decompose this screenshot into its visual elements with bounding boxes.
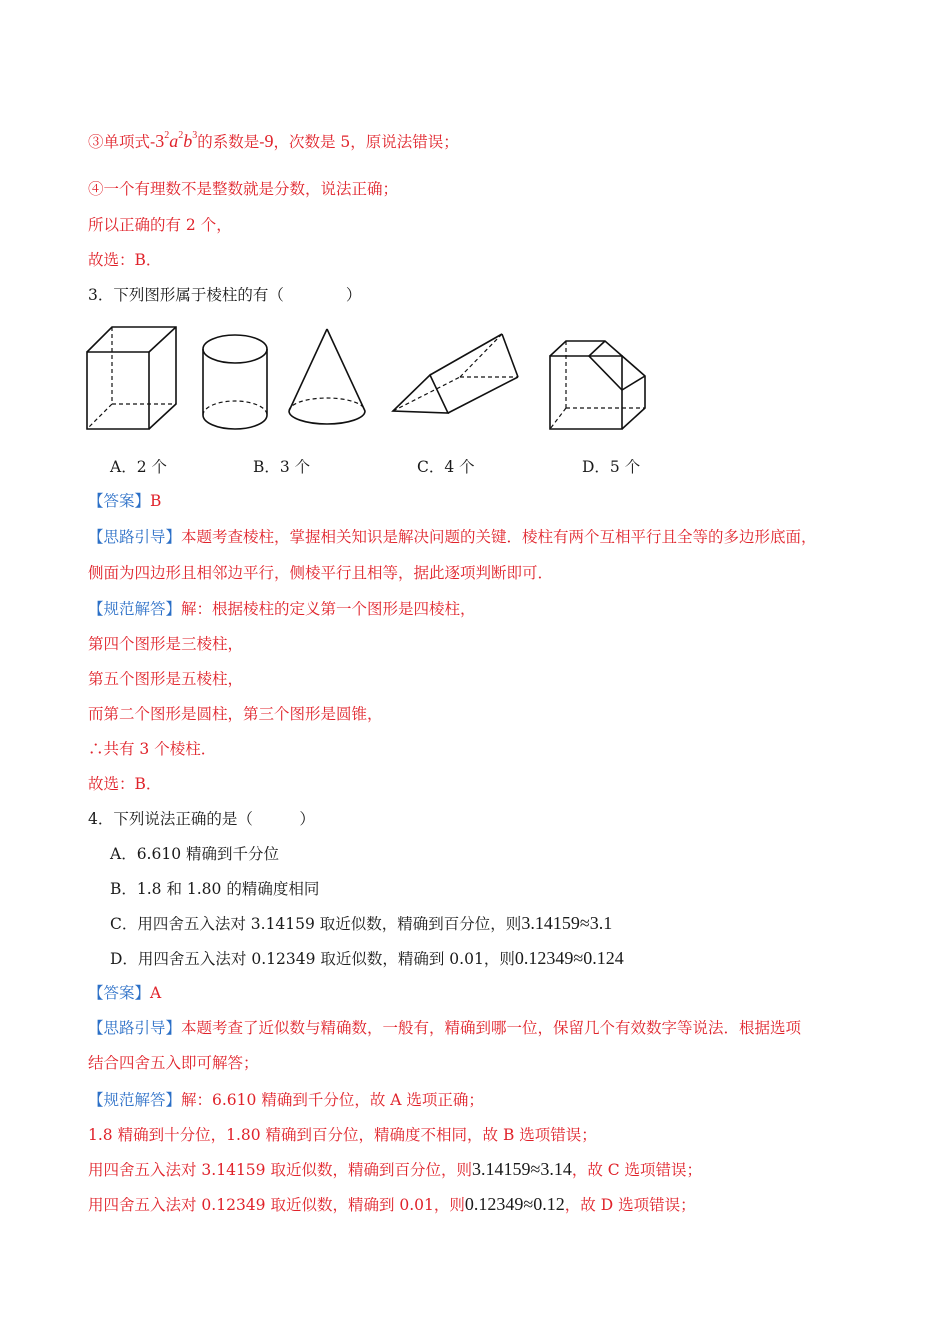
q2-item3-suffix: ，次数是 5，原说法错误； — [273, 133, 459, 151]
q4-hint — [88, 1017, 801, 1039]
cube-front-face — [87, 352, 149, 429]
cone-side — [327, 329, 365, 411]
q3-solution-line: 故选：B． — [88, 775, 162, 793]
solution-line4-text: 用四舍五入法对 0.12349 取近似数，精确到 0.01，则 — [88, 1196, 465, 1214]
q4-option-b: B．1.8 和 1.80 的精确度相同 — [110, 880, 320, 898]
q2-monomial — [155, 131, 197, 151]
q2-item3-prefix: ③单项式- — [88, 133, 156, 151]
monomial-b-exp: 3 — [192, 130, 198, 141]
solution-line4-math: 0.12349≈0.12 — [464, 1194, 565, 1214]
q2-coef: 9 — [264, 131, 274, 151]
q4-option-a: A．6.610 精确到千分位 — [110, 845, 279, 863]
cube-hidden-edge — [87, 404, 112, 429]
q4-option-c-text: C．用四舍五入法对 3.14159 取近似数，精确到百分位，则 — [110, 915, 522, 933]
pentagon-hidden-edge — [550, 408, 566, 429]
cylinder-bottom-back — [203, 401, 267, 415]
q2-item3 — [88, 130, 459, 153]
cylinder-top — [203, 335, 267, 363]
pentagonal-prism-figure — [549, 340, 649, 432]
cone-base-back — [289, 398, 365, 411]
q4-solution-line2: 1.8 精确到十分位，1.80 精确到百分位，精确度不相同，故 B 选项错误； — [88, 1126, 597, 1144]
prism-edge — [502, 334, 518, 377]
hint-tag: 【思路引导】 — [88, 1019, 182, 1037]
q3-hint-line2: 侧面为四边形且相邻边平行，侧棱平行且相等，据此逐项判断即可． — [88, 564, 554, 582]
q2-item4: ④一个有理数不是整数就是分数，说法正确； — [88, 180, 399, 198]
q4-solution-line3 — [88, 1158, 702, 1181]
triangular-prism-figure — [392, 333, 520, 415]
q4-option-d-math: 0.12349≈0.124 — [514, 948, 624, 968]
monomial-a-exp: 2 — [178, 130, 184, 141]
prism-edge — [430, 334, 502, 375]
q3-solution-line: 而第二个图形是圆柱，第三个图形是圆锥， — [88, 705, 383, 723]
q4-option-d — [110, 947, 624, 970]
cube-edge — [149, 327, 176, 352]
solution-line3-math: 3.14159≈3.14 — [471, 1159, 572, 1179]
pentagon-cut-edges — [589, 341, 645, 390]
hint-tag: 【思路引导】 — [88, 528, 182, 546]
cylinder-figure — [201, 333, 269, 431]
q2-item3-mid: 的系数是- — [197, 133, 265, 151]
monomial-b: b — [183, 131, 193, 151]
q3-option-d: D．5 个 — [582, 458, 641, 476]
q3-solution — [88, 598, 476, 620]
q3-option-a: A．2 个 — [110, 458, 167, 476]
cube-figure — [86, 325, 178, 431]
answer-tag: 【答案】 — [88, 492, 151, 510]
q3-option-c: C．4 个 — [417, 458, 475, 476]
solution-tag: 【规范解答】 — [88, 1091, 182, 1109]
q4-solution-line4 — [88, 1193, 696, 1216]
solution-line4-end: ，故 D 选项错误； — [564, 1196, 696, 1214]
q3-answer — [88, 490, 161, 512]
q4-option-c — [110, 912, 612, 935]
q3-solution-line: ∴共有 3 个棱柱． — [88, 740, 217, 758]
q4-hint-line2: 结合四舍五入即可解答； — [88, 1054, 259, 1072]
hint-text: 本题考查棱柱，掌握相关知识是解决问题的关键．棱柱有两个互相平行且全等的多边形底面， — [181, 528, 817, 546]
q2-conclusion: 所以正确的有 2 个， — [88, 216, 232, 234]
cone-figure — [287, 328, 367, 426]
monomial-base-exp: 2 — [164, 130, 170, 141]
prism-edge — [448, 377, 518, 413]
answer-tag: 【答案】 — [88, 984, 151, 1002]
q4-answer — [88, 982, 161, 1004]
answer-value: B — [150, 492, 162, 510]
cylinder-bottom-front — [203, 415, 267, 429]
q3-hint — [88, 526, 817, 548]
pentagon-front-face — [550, 356, 622, 429]
q3-solution-line: 第四个图形是三棱柱， — [88, 635, 244, 653]
solution-text: 解：6.610 精确到千分位，故 A 选项正确； — [181, 1091, 484, 1109]
monomial-a: a — [169, 131, 179, 151]
q3-solution-line: 第五个图形是五棱柱， — [88, 670, 244, 688]
q4-stem: 4．下列说法正确的是（ ） — [88, 810, 315, 828]
q4-solution — [88, 1089, 484, 1111]
q2-choice: 故选：B． — [88, 251, 162, 269]
solution-line3-end: ，故 C 选项错误； — [571, 1161, 703, 1179]
solution-text: 解：根据棱柱的定义第一个图形是四棱柱， — [181, 600, 476, 618]
prism-hidden-edge — [460, 334, 502, 377]
solution-tag: 【规范解答】 — [88, 600, 182, 618]
q3-option-b: B．3 个 — [253, 458, 311, 476]
q4-option-c-math: 3.14159≈3.1 — [521, 913, 613, 933]
q3-stem: 3．下列图形属于棱柱的有（ ） — [88, 286, 362, 304]
answer-value: A — [150, 984, 162, 1002]
cube-top-right-edges — [87, 327, 176, 429]
prism-hidden-edge — [393, 377, 460, 411]
monomial-base: 3 — [155, 131, 165, 151]
cone-base-front — [289, 411, 365, 424]
hint-text: 本题考查了近似数与精确数，一般有，精确到哪一位，保留几个有效数字等说法．根据选项 — [181, 1019, 802, 1037]
solution-line3-text: 用四舍五入法对 3.14159 取近似数，精确到百分位，则 — [88, 1161, 472, 1179]
q4-option-d-text: D．用四舍五入法对 0.12349 取近似数，精确到 0.01，则 — [110, 950, 515, 968]
